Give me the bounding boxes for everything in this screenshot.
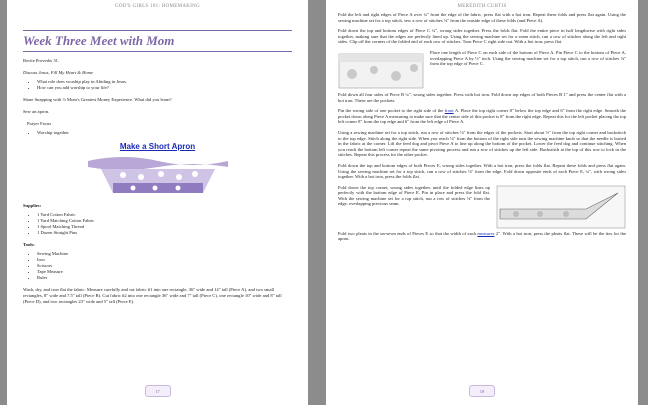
front-link[interactable]: front	[444, 108, 454, 114]
tool-item: • Sewing Machine	[37, 251, 292, 257]
apron-strap-illustration	[338, 50, 424, 90]
discuss-item: • How can you add worship to your life?	[37, 85, 292, 91]
apron-tie-illustration	[496, 185, 626, 229]
instruction-paragraph: Fold the left and right edges of Piece A over ¼" from the edge of the fabric, press flat with a hot iron. Repeat these folds and press flat again. Using the sewing machine set for a top stitch, sew a row of stitches ⅛" from the outside edge of these folds (and Piece A).	[338, 12, 626, 23]
tool-item: • Scissors	[37, 263, 292, 269]
prayer-item: • Worship together.	[37, 130, 292, 136]
page-number: 17	[145, 385, 171, 397]
tool-item: • Tape Measure	[37, 269, 292, 275]
supply-item: • 1 Dozen Straight Pins	[37, 230, 292, 236]
instruction-paragraph: Fold down all four sides of Piece B ¼", wrong sides together. Press with hot iron. Fold down top edges of both Pieces B 1" and press the center flat with a hot iron. These are the pockets.	[338, 91, 626, 103]
title-rule	[23, 30, 292, 52]
right-page	[326, 0, 638, 405]
left-page	[7, 0, 308, 405]
sew-instruction: Sew an apron.	[23, 109, 50, 114]
discuss-item: • What role does worship play in Abiding in Jesus.	[37, 79, 292, 85]
left-running-header: GOD'S GIRLS 101: HOMEMAKING	[115, 4, 200, 9]
instruction-paragraph: Place one length of Piece C on each side of the bottom of Piece A. Pin Piece C to the bottom of Piece A, overlapping Piece A by ½" inch. Using the sewing machine set for a top stitch, run a row of stitches ⅛" from the top edge of Piece C.	[430, 49, 626, 67]
measures-link[interactable]: measures	[477, 230, 495, 236]
prayer-list	[23, 130, 292, 136]
supplies-list	[23, 212, 292, 236]
tools-list	[23, 251, 292, 281]
instruction-paragraph: Fold down the top and bottom edges of both Pieces E, wrong sides together. With a hot iron, press the folds flat. Repeat these folds and press flat again. Using the sewing machine set for a top stitch, run a row of stitches ⅛" from the edge. Fold down opposite ends of each Piece E, ¼", with wrong sides together. With a hot iron, press the folds flat.	[338, 162, 626, 180]
tool-item: • Iron	[37, 257, 292, 263]
share-instruction: Share Snapping with ½ Mom's Greatest Money Experience. What did you learn?	[23, 97, 172, 102]
supply-item: • 1 Spool Matching Thread	[37, 224, 292, 230]
supplies-heading: Supplies:	[23, 203, 42, 208]
apron-heading[interactable]: Make a Short Apron	[119, 142, 196, 151]
tool-item: • Ruler	[37, 275, 292, 281]
instruction-paragraph: Fold two pleats in the un-sewn ends of Pieces E so that the width of each measures 2". With a hot iron, press the pleats flat. These will be the ties for the apron.	[338, 230, 627, 242]
discuss-list	[23, 79, 292, 91]
instruction-paragraph: Fold down the top corner, wrong sides together, until the folded edge lines up perfectly with the bottom edge of Piece E. Pin in place and press the fold flat. With the sewing machine set for a top stitch, run a row of stitches ⅛" from the edge, overlapping previous seam.	[338, 184, 490, 207]
right-running-header: MEREDITH CURTIS	[457, 4, 507, 9]
page-title: Week Three Meet with Mom	[23, 33, 175, 48]
tools-heading: Tools:	[23, 242, 35, 247]
instruction-paragraph: Fold down the top and bottom edges of Piece C ¼", wrong sides together. Press the folds flat. Fold the entire piece in half lengthwise with right sides together, making sure that the edges are perfectly lined up. Using the sewing machine set for a seam stitch, run a row of stitches along the left and right sides. Clip off the corners of the folded end of each row of stitches. Turn Piece C right side out. With a hot iron, press flat.	[338, 28, 626, 45]
supply-item: • 1 Yard Cotton Fabric	[37, 212, 292, 218]
reading-instruction: Recite Proverbs 31.	[23, 58, 60, 63]
supply-item: • 1 Yard Matching Cotton Fabric	[37, 218, 292, 224]
prayer-heading: Prayer Focus	[27, 121, 52, 126]
discuss-instruction: Discuss Jesus, Fill My Heart & Home	[23, 70, 94, 75]
instruction-paragraph: Pin the wrong side of one pocket to the right side of the front A. Place the top right corner 8" below the top edge and 6" from the right edge. Smooth the pocket down along Piece A measuring to make sure that the center side of this pocket is 8" from the right edge. Repeat this for the left pocket placing the top left corner 8" from the top edge and 6" from the left edge of Piece A.	[338, 108, 627, 125]
cutting-instructions: Wash, dry, and iron flat the fabric. Measure carefully and cut fabric #1 into one rectangle, 36" wide and 14" tall (Piece A), and two small rectangles, 8" wide and 7.5" tall (Piece B). Cut fabric #2 into one rectangle 36" wide and 7" tall (Piece C), one rectangle 10" wide and 8" tall (Piece D), and two rectangles 23" wide and 5" tall (Piece E).	[23, 287, 282, 304]
instruction-paragraph: Using a sewing machine set for a top stitch, run a row of stitches ⅛" from the edges of the pockets. Start about ½" from the top right corner and backstitch to the top edge. Stitch along the right side. When you reach ⅛" from the bottom of the right side turn the sewing machine knob so that the needle is buried in the fabric at the corner. Lift the feed dog and pivot Piece A to line up along the bottom of the pocket. Lower the feed dog and continue stitching. When you reach the bottom left corner repeat the same pivoting process and run a row of stitches up the left side. Backstitch at the top of this row to lock in the stitches. Repeat this process for the other pocket.	[338, 129, 626, 158]
apron-illustration	[83, 153, 233, 199]
page-number: 18	[469, 385, 495, 397]
